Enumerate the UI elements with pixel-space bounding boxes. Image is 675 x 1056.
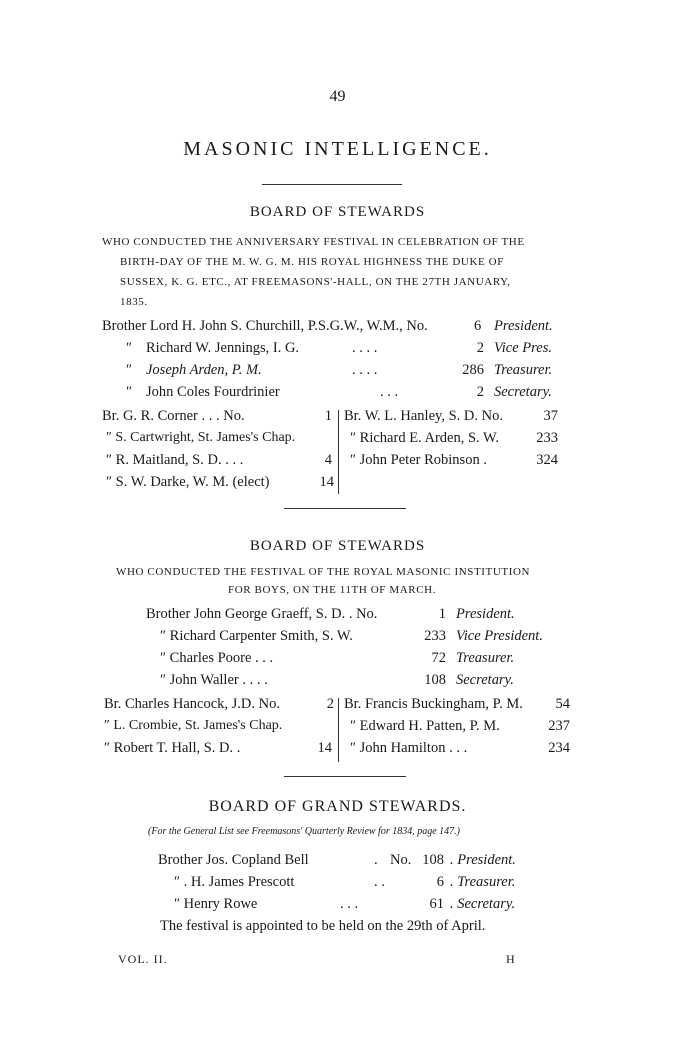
steward-right-number: 54 — [555, 696, 570, 712]
officer-role: Treasurer. — [494, 362, 553, 378]
column-separator — [338, 410, 339, 494]
section1-intro-line: SUSSEX, K. G. ETC., AT FREEMASONS'-HALL, ON THE 27TH JANUARY, — [120, 276, 511, 288]
officer-role: Vice Pres. — [494, 340, 552, 356]
steward-left-number: 14 — [317, 740, 332, 756]
steward-left: Br. Charles Hancock, J.D. No. — [104, 696, 280, 712]
section1-intro-line: WHO CONDUCTED THE ANNIVERSARY FESTIVAL IN CELEBRATION OF THE — [102, 236, 525, 248]
section3-heading: BOARD OF GRAND STEWARDS. — [208, 798, 467, 815]
steward-right: ″ John Peter Robinson . — [350, 452, 487, 468]
leader-dots: . . — [374, 874, 385, 890]
officer-name: Brother John George Graeff, S. D. . No. — [146, 606, 378, 622]
steward-left-number: 4 — [324, 452, 332, 468]
number-label: No. — [390, 852, 412, 868]
leader-dots: . . . . — [352, 362, 378, 378]
steward-right: Br. W. L. Hanley, S. D. No. — [344, 408, 503, 424]
leader-dots: . — [374, 852, 378, 868]
steward-left: ″ Robert T. Hall, S. D. . — [104, 740, 241, 756]
officer-number: 6 — [436, 874, 444, 890]
steward-right-number: 237 — [548, 718, 570, 734]
officer-name: Richard W. Jennings, I. G. — [146, 340, 300, 356]
section1-intro-line: 1835. — [120, 296, 148, 308]
section1-heading: BOARD OF STEWARDS — [249, 204, 426, 220]
officer-role: . Secretary. — [450, 896, 516, 912]
signature-mark: H — [506, 952, 515, 966]
steward-left: ″ R. Maitland, S. D. . . . — [106, 452, 244, 468]
steward-right-number: 233 — [536, 430, 558, 446]
steward-right-number: 234 — [548, 740, 570, 756]
volume-label: VOL. II. — [118, 952, 168, 966]
officer-name: ″ Richard Carpenter Smith, S. W. — [160, 628, 353, 644]
steward-left: ″ L. Crombie, St. James's Chap. — [104, 718, 283, 733]
officer-name: ″ . H. James Prescott — [174, 874, 295, 890]
festival-note: The festival is appointed to be held on the 29th of April. — [160, 918, 486, 934]
steward-right-number: 324 — [536, 452, 558, 468]
divider — [284, 776, 406, 777]
officer-role: . President. — [450, 852, 516, 868]
officer-role: . Treasurer. — [450, 874, 516, 890]
officer-number: 6 — [474, 318, 482, 334]
officer-number: 72 — [431, 650, 446, 666]
divider — [284, 508, 406, 509]
officer-role: Secretary. — [494, 384, 552, 400]
section2-heading: BOARD OF STEWARDS — [249, 538, 426, 554]
divider — [262, 184, 402, 185]
steward-left: Br. G. R. Corner . . . No. — [102, 408, 245, 424]
steward-right: ″ Richard E. Arden, S. W. — [350, 430, 500, 446]
officer-number: 108 — [424, 672, 446, 688]
officer-number: 233 — [424, 628, 446, 644]
officer-name: Brother Lord H. John S. Churchill, P.S.G.W., W.M., No. — [102, 318, 428, 334]
steward-left: ″ S. W. Darke, W. M. (elect) — [106, 474, 270, 490]
officer-role: Treasurer. — [456, 650, 515, 666]
section3-note: (For the General List see Freemasons' Quarterly Review for 1834, page 147.) — [148, 826, 460, 837]
steward-left-number: 2 — [326, 696, 334, 712]
section1-intro-line: BIRTH-DAY OF THE M. W. G. M. HIS ROYAL HIGHNESS THE DUKE OF — [120, 256, 504, 268]
officer-number: 286 — [462, 362, 484, 378]
officer-name: ″ John Waller . . . . — [160, 672, 268, 688]
officer-number: 1 — [438, 606, 446, 622]
officer-row — [102, 318, 428, 335]
steward-right: Br. Francis Buckingham, P. M. — [344, 696, 523, 712]
officer-name: ″ Henry Rowe — [174, 896, 258, 912]
steward-right: ″ John Hamilton . . . — [350, 740, 468, 756]
officer-role: Vice President. — [456, 628, 543, 644]
leader-dots: . . . — [380, 384, 399, 400]
column-separator — [338, 698, 339, 762]
officer-number: 2 — [476, 340, 484, 356]
steward-left-number: 14 — [319, 474, 334, 490]
officer-name: Joseph Arden, P. M. — [146, 362, 262, 378]
officer-role: Secretary. — [456, 672, 514, 688]
officer-role: President. — [456, 606, 515, 622]
section2-intro-line: FOR BOYS, ON THE 11TH OF MARCH. — [228, 584, 437, 596]
steward-right: ″ Edward H. Patten, P. M. — [350, 718, 500, 734]
officer-number: 61 — [429, 896, 444, 912]
officer-number: 2 — [476, 384, 484, 400]
officer-name: Brother Jos. Copland Bell — [158, 852, 309, 868]
page-number: 49 — [329, 88, 346, 105]
officer-role: President. — [494, 318, 553, 334]
officer-name: John Coles Fourdrinier — [146, 384, 280, 400]
leader-dots: . . . . — [352, 340, 378, 356]
steward-right-number: 37 — [543, 408, 558, 424]
officer-name: ″ Charles Poore . . . — [160, 650, 274, 666]
officer-number: 108 — [422, 852, 444, 868]
section2-intro-line: WHO CONDUCTED THE FESTIVAL OF THE ROYAL MASONIC INSTITUTION — [116, 566, 531, 578]
steward-left: ″ S. Cartwright, St. James's Chap. — [106, 430, 296, 445]
steward-left-number: 1 — [324, 408, 332, 424]
ditto-mark: ″ — [126, 384, 133, 400]
page-title: MASONIC INTELLIGENCE. — [183, 138, 492, 160]
ditto-mark: ″ — [126, 340, 133, 356]
leader-dots: . . . — [340, 896, 359, 912]
ditto-mark: ″ — [126, 362, 133, 378]
